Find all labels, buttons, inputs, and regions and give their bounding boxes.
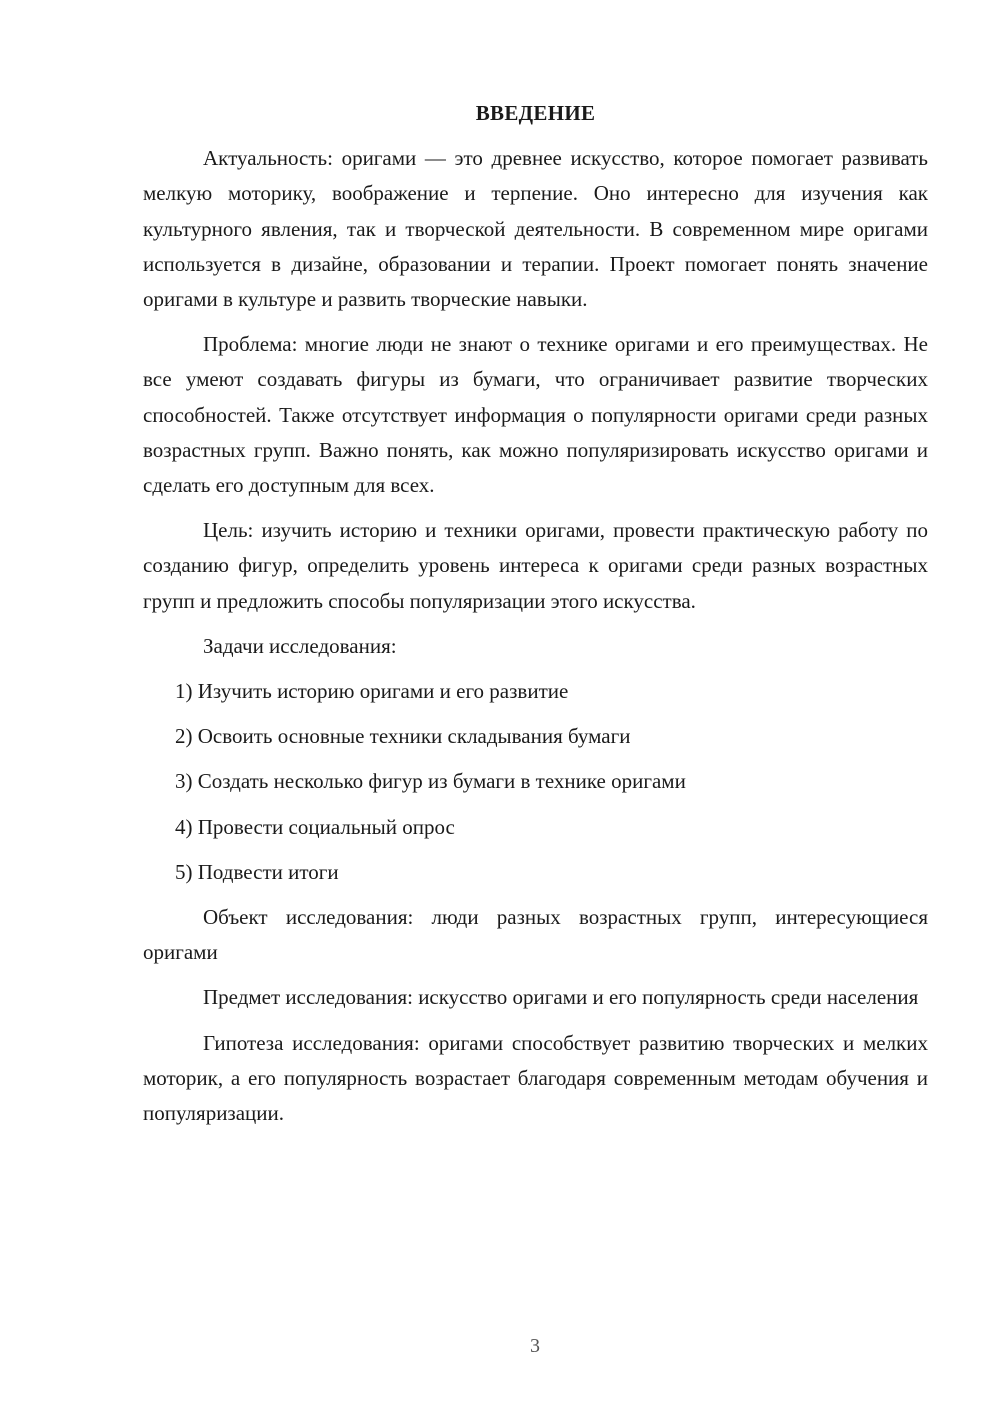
tasks-heading: Задачи исследования: — [203, 633, 397, 658]
document-page — [143, 96, 928, 1141]
paragraph-relevance: Актуальность: оригами — это древнее искусство, которое помогает развивать мелкую моторику, воображение и терпение. Оно интересно для изучения как культурного явления, так и творческой деятельности. В современном мире оригами используется в дизайне, образовании и терапии. Проект помогает понять значение оригами в культуре и развить творческие навыки. — [143, 146, 928, 312]
paragraph-hypothesis: Гипотеза исследования: оригами способствует развитию творческих и мелких моторик, а его популярность возрастает благодаря современным методам обучения и популяризации. — [143, 1030, 928, 1126]
list-item: 1) Изучить историю оригами и его развитие — [175, 679, 569, 704]
page-number: 3 — [530, 1335, 540, 1357]
page-title: ВВЕДЕНИЕ — [475, 101, 596, 125]
paragraph-object: Объект исследования: люди разных возрастных групп, интересующиеся оригами — [143, 905, 928, 965]
list-item: 4) Провести социальный опрос — [175, 814, 455, 839]
paragraph-subject: Предмет исследования: искусство оригами и его популярность среди населения — [203, 985, 919, 1010]
list-item: 3) Создать несколько фигур из бумаги в технике оригами — [175, 769, 686, 794]
list-item: 5) Подвести итоги — [175, 859, 339, 884]
list-item: 2) Освоить основные техники складывания бумаги — [175, 724, 631, 749]
paragraph-problem: Проблема: многие люди не знают о технике оригами и его преимуществах. Не все умеют создавать фигуры из бумаги, что ограничивает развитие творческих способностей. Также отсутствует информация о популярности оригами среди разных возрастных групп. Важно понять, как можно популяризировать искусство оригами и сделать его доступным для всех. — [143, 332, 928, 498]
task-list — [143, 674, 928, 890]
paragraph-goal: Цель: изучить историю и техники оригами, провести практическую работу по созданию фигур, определить уровень интереса к оригами среди разных возрастных групп и предложить способы популяризации этого искусства. — [143, 518, 928, 613]
